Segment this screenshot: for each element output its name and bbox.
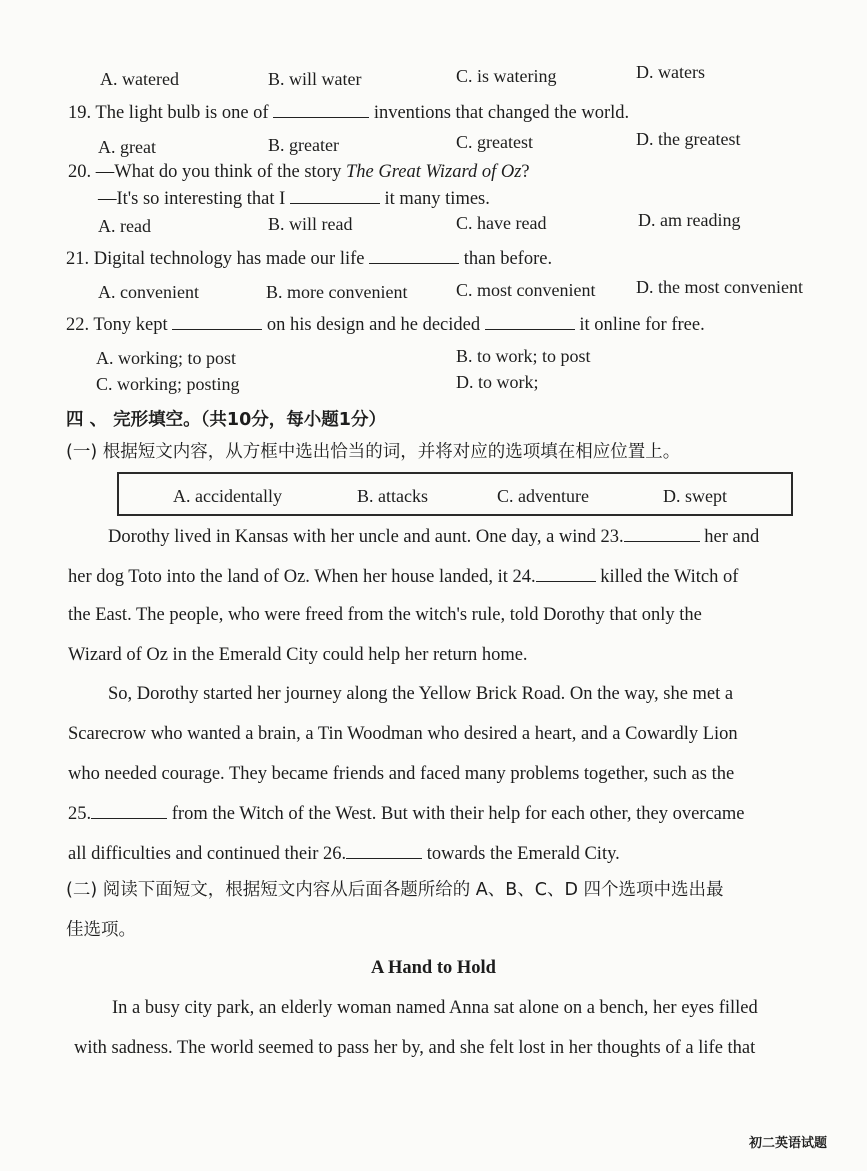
q20-option-b: B. will read	[268, 214, 353, 234]
page-footer: 初二英语试题	[748, 1136, 827, 1151]
passage1-line-9-a: all difficulties and continued their 26.	[68, 844, 347, 864]
q20-text-before: —It's so interesting that I	[98, 189, 286, 209]
q22-option-a: A. working; to post	[96, 348, 237, 368]
word-bank-option-c: C. adventure	[497, 486, 589, 506]
q21-option-d: D. the most convenient	[636, 277, 803, 297]
passage1-line-1-b: her and	[704, 527, 760, 547]
q22-option-d: D. to work;	[456, 372, 539, 392]
q21-text-after: than before.	[463, 249, 553, 269]
passage1-line-4: Wizard of Oz in the Emerald City could help her return home.	[68, 645, 528, 665]
q19-option-d: D. the greatest	[636, 129, 741, 149]
q20-prefix: 20. —What do you think of the story	[68, 162, 346, 182]
q21-text-before: 21. Digital technology has made our life	[66, 249, 365, 269]
q19-text-before: 19. The light bulb is one of	[68, 103, 269, 123]
passage1-line-8-b: from the Witch of the West. But with their help for each other, they overcame	[171, 804, 745, 824]
part2-instruction-line-2: 佳选项。	[66, 920, 136, 940]
passage1-line-2	[68, 564, 738, 589]
q21-option-a: A. convenient	[98, 282, 199, 302]
q20-story-title: The Great Wizard of Oz	[345, 162, 522, 182]
q20-line2	[98, 186, 490, 211]
q19-option-c: C. greatest	[456, 132, 533, 152]
passage1-line-8	[68, 801, 745, 826]
q20-option-d: D. am reading	[638, 210, 741, 230]
passage1-line-2-b: killed the Witch of	[600, 567, 739, 587]
q22-option-b: B. to work; to post	[456, 346, 591, 366]
story-line-2: with sadness. The world seemed to pass her by, and she felt lost in her thoughts of a life that	[74, 1038, 756, 1058]
q18-option-a: A. watered	[100, 69, 179, 89]
q21-stem	[66, 246, 552, 271]
passage1-line-7: who needed courage. They became friends and faced many problems together, such as the	[68, 764, 735, 784]
q18-option-d: D. waters	[636, 62, 705, 82]
passage1-line-1	[108, 524, 759, 549]
q19-text-after: inventions that changed the world.	[373, 103, 630, 123]
q21-blank	[369, 246, 459, 264]
q22-text-middle: on his design and he decided	[266, 315, 481, 335]
word-bank-option-b: B. attacks	[357, 486, 428, 506]
word-bank-box	[117, 472, 793, 516]
story-title: A Hand to Hold	[371, 958, 496, 978]
section-4-part1-instruction: (一) 根据短文内容，从方框中选出恰当的词，并将对应的选项填在相应位置上。	[66, 442, 681, 462]
passage1-line-8-a: 25.	[68, 804, 92, 824]
word-bank-option-d: D. swept	[663, 486, 727, 506]
q22-text-before: 22. Tony kept	[66, 315, 168, 335]
blank-23	[624, 524, 700, 542]
passage1-line-1-a: Dorothy lived in Kansas with her uncle and aunt. One day, a wind 23.	[108, 527, 624, 547]
q19-option-b: B. greater	[268, 135, 339, 155]
q20-suffix: ?	[521, 162, 530, 182]
q20-option-c: C. have read	[456, 213, 547, 233]
passage1-line-3: the East. The people, who were freed from the witch's rule, told Dorothy that only the	[68, 605, 702, 625]
q20-blank	[290, 186, 380, 204]
q18-option-b: B. will water	[268, 69, 362, 89]
passage1-line-5: So, Dorothy started her journey along the Yellow Brick Road. On the way, she met a	[108, 684, 734, 704]
q19-option-a: A. great	[98, 137, 156, 157]
q22-blank-2	[485, 312, 575, 330]
blank-26	[346, 841, 422, 859]
passage1-line-9-b: towards the Emerald City.	[426, 844, 620, 864]
q18-option-c: C. is watering	[456, 66, 557, 86]
passage1-line-2-a: her dog Toto into the land of Oz. When her house landed, it 24.	[68, 567, 536, 587]
q19-stem	[68, 100, 629, 125]
q20-text-after: it many times.	[384, 189, 490, 209]
q22-blank-1	[172, 312, 262, 330]
story-line-1: In a busy city park, an elderly woman named Anna sat alone on a bench, her eyes filled	[112, 998, 758, 1018]
blank-24	[536, 564, 596, 582]
passage1-line-6: Scarecrow who wanted a brain, a Tin Woodman who desired a heart, and a Cowardly Lion	[68, 724, 738, 744]
part2-instruction-line-1: (二) 阅读下面短文，根据短文内容从后面各题所给的 A、B、C、D 四个选项中选出最	[66, 880, 724, 900]
q21-option-b: B. more convenient	[266, 282, 408, 302]
passage1-line-9	[68, 841, 620, 866]
q21-option-c: C. most convenient	[456, 280, 596, 300]
q20-line1	[68, 160, 530, 184]
q22-option-c: C. working; posting	[96, 374, 240, 394]
blank-25	[91, 801, 167, 819]
q22-stem	[66, 312, 705, 337]
q20-option-a: A. read	[98, 216, 151, 236]
q19-blank	[273, 100, 369, 118]
section-4-heading: 四 、 完形填空。（共10分，每小题1分）	[66, 410, 386, 430]
word-bank-option-a: A. accidentally	[173, 486, 282, 506]
q22-text-after: it online for free.	[579, 315, 705, 335]
